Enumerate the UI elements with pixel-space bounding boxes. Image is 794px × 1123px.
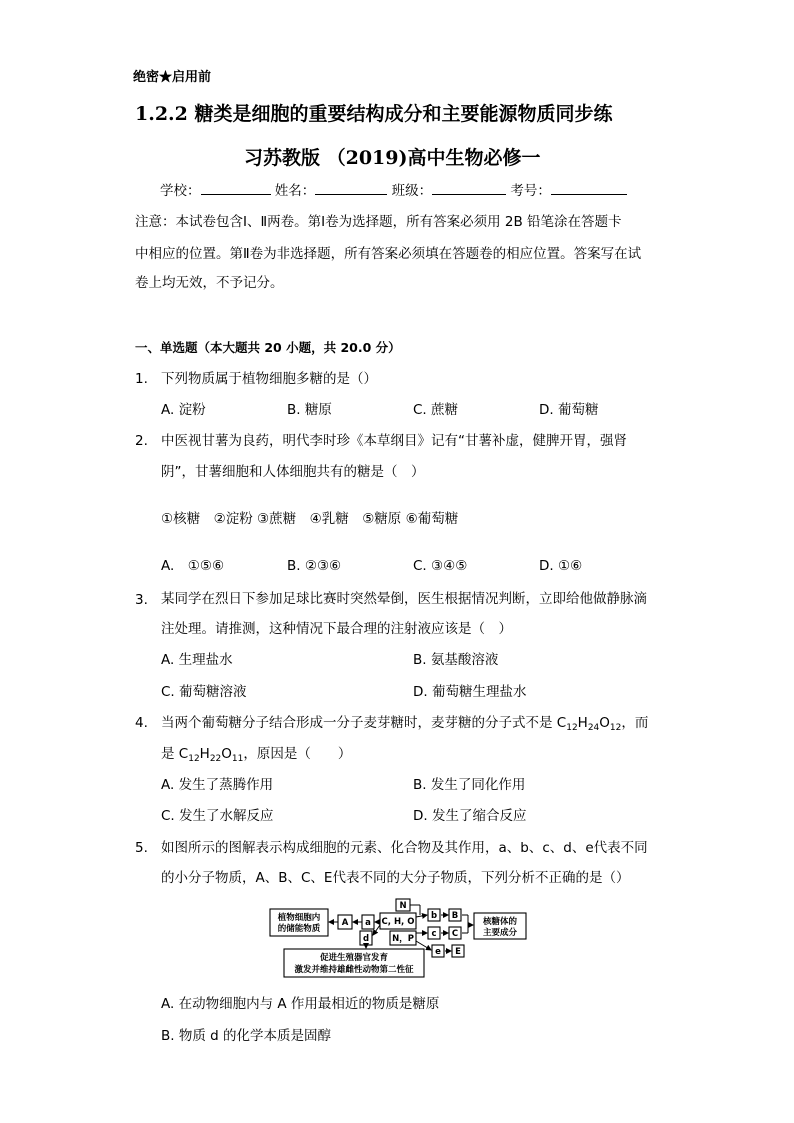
q3-option-a[interactable]: A. 生理盐水: [161, 652, 233, 668]
q2-option-a[interactable]: A. ①⑤⑥: [161, 558, 225, 574]
notice-line1: 注意：本试卷包含Ⅰ、Ⅱ两卷。第Ⅰ卷为选择题，所有答案必须用 2B 铅笔涂在答题卡: [135, 214, 622, 230]
q4-option-d[interactable]: D. 发生了缩合反应: [413, 808, 527, 824]
q3-option-c[interactable]: C. 葡萄糖溶液: [161, 684, 247, 700]
q3-line1: 某同学在烈日下参加足球比赛时突然晕倒，医生根据情况判断，立即给他做静脉滴: [161, 591, 647, 607]
q3-line2: 注处理。请推测，这种情况下最合理的注射液应该是（ ）: [161, 621, 512, 637]
q1-option-a[interactable]: A. 淀粉: [161, 402, 206, 418]
svg-text:e: e: [435, 947, 441, 957]
q4-line1: 当两个葡萄糖分子结合形成一分子麦芽糖时，麦芽糖的分子式不是 $C_{12}H_{24}O_{12}$，而: [161, 715, 649, 733]
svg-text:A: A: [341, 918, 349, 928]
exam-no-field[interactable]: [551, 180, 627, 195]
q4-option-c[interactable]: C. 发生了水解反应: [161, 808, 274, 824]
q4-number: 4.: [135, 715, 148, 731]
exam-no-label: 考号：: [510, 183, 551, 199]
svg-text:B: B: [451, 911, 459, 921]
q1-option-d[interactable]: D. 葡萄糖: [539, 402, 599, 418]
q2-line1: 中医视甘薯为良药，明代李时珍《本草纲目》记有“甘薯补虚，健脾开胃，强肾: [161, 433, 627, 449]
q1-number: 1.: [135, 371, 148, 387]
svg-text:主要成分: 主要成分: [482, 928, 518, 938]
q3-option-d[interactable]: D. 葡萄糖生理盐水: [413, 684, 527, 700]
q5-option-a[interactable]: A. 在动物细胞内与 A 作用最相近的物质是糖原: [161, 996, 440, 1012]
svg-text:C: C: [451, 929, 459, 939]
q2-option-d[interactable]: D. ①⑥: [539, 558, 583, 574]
svg-text:C, H, O: C, H, O: [381, 917, 415, 927]
q3-option-b[interactable]: B. 氨基酸溶液: [413, 652, 499, 668]
svg-text:核糖体的: 核糖体的: [482, 917, 518, 927]
section-heading: 一、单选题（本大题共 20 小题，共 20.0 分）: [135, 340, 401, 355]
svg-text:a: a: [365, 918, 371, 928]
school-label: 学校：: [160, 183, 201, 199]
q1-text: 下列物质属于植物细胞多糖的是（）: [161, 371, 377, 387]
secret-label: 绝密★启用前: [133, 70, 212, 85]
q4-option-a[interactable]: A. 发生了蒸腾作用: [161, 777, 274, 793]
q4-option-b[interactable]: B. 发生了同化作用: [413, 777, 526, 793]
q5-line1: 如图所示的图解表示构成细胞的元素、化合物及其作用，a、b、c、d、e代表不同: [161, 840, 648, 856]
page-title-line1: 1.2.2 糖类是细胞的重要结构成分和主要能源物质同步练: [135, 103, 613, 125]
svg-text:促进生殖器官发育: 促进生殖器官发育: [319, 953, 389, 963]
q2-option-c[interactable]: C. ③④⑤: [413, 558, 468, 574]
q2-option-b[interactable]: B. ②③⑥: [287, 558, 342, 574]
q2-items: ①核糖 ②淀粉 ③蔗糖 ④乳糖 ⑤糖原 ⑥葡萄糖: [161, 511, 459, 527]
q4-line2: 是 $C_{12}H_{22}O_{11}$，原因是（ ）: [161, 746, 352, 764]
q1-option-b[interactable]: B. 糖原: [287, 402, 332, 418]
school-field[interactable]: [201, 180, 271, 195]
q3-number: 3.: [135, 592, 148, 608]
svg-text:N: N: [399, 901, 407, 911]
page-title-line2: 习苏教版 （2019)高中生物必修一: [244, 147, 541, 169]
svg-text:N，P: N，P: [392, 934, 414, 944]
diagram-plant-storage-label2: 的储能物质: [277, 924, 321, 934]
svg-text:激发并维持雄雌性动物第二性征: 激发并维持雄雌性动物第二性征: [294, 965, 414, 975]
q5-option-b[interactable]: B. 物质 d 的化学本质是固醇: [161, 1028, 331, 1044]
name-field[interactable]: [315, 180, 387, 195]
cell-composition-diagram: [268, 897, 530, 979]
svg-text:c: c: [431, 929, 437, 939]
info-row: [160, 180, 627, 201]
notice-line2: 中相应的位置。第Ⅱ卷为非选择题，所有答案必须填在答题卷的相应位置。答案写在试: [135, 246, 642, 262]
q5-number: 5.: [135, 840, 148, 856]
q2-line2: 阴”，甘薯细胞和人体细胞共有的糖是（ ）: [161, 464, 425, 480]
class-label: 班级：: [391, 183, 433, 199]
q2-number: 2.: [135, 433, 148, 449]
diagram-plant-storage-label1: 植物细胞内: [277, 913, 321, 923]
notice-line3: 卷上均无效，不予记分。: [135, 275, 284, 291]
class-field[interactable]: [432, 180, 506, 195]
svg-text:d: d: [362, 934, 370, 944]
q5-line2: 的小分子物质，A、B、C、E代表不同的大分子物质，下列分析不正确的是（）: [161, 870, 630, 886]
svg-text:E: E: [455, 947, 461, 957]
name-label: 姓名：: [274, 183, 316, 199]
svg-text:b: b: [430, 911, 438, 921]
q1-option-c[interactable]: C. 蔗糖: [413, 402, 459, 418]
